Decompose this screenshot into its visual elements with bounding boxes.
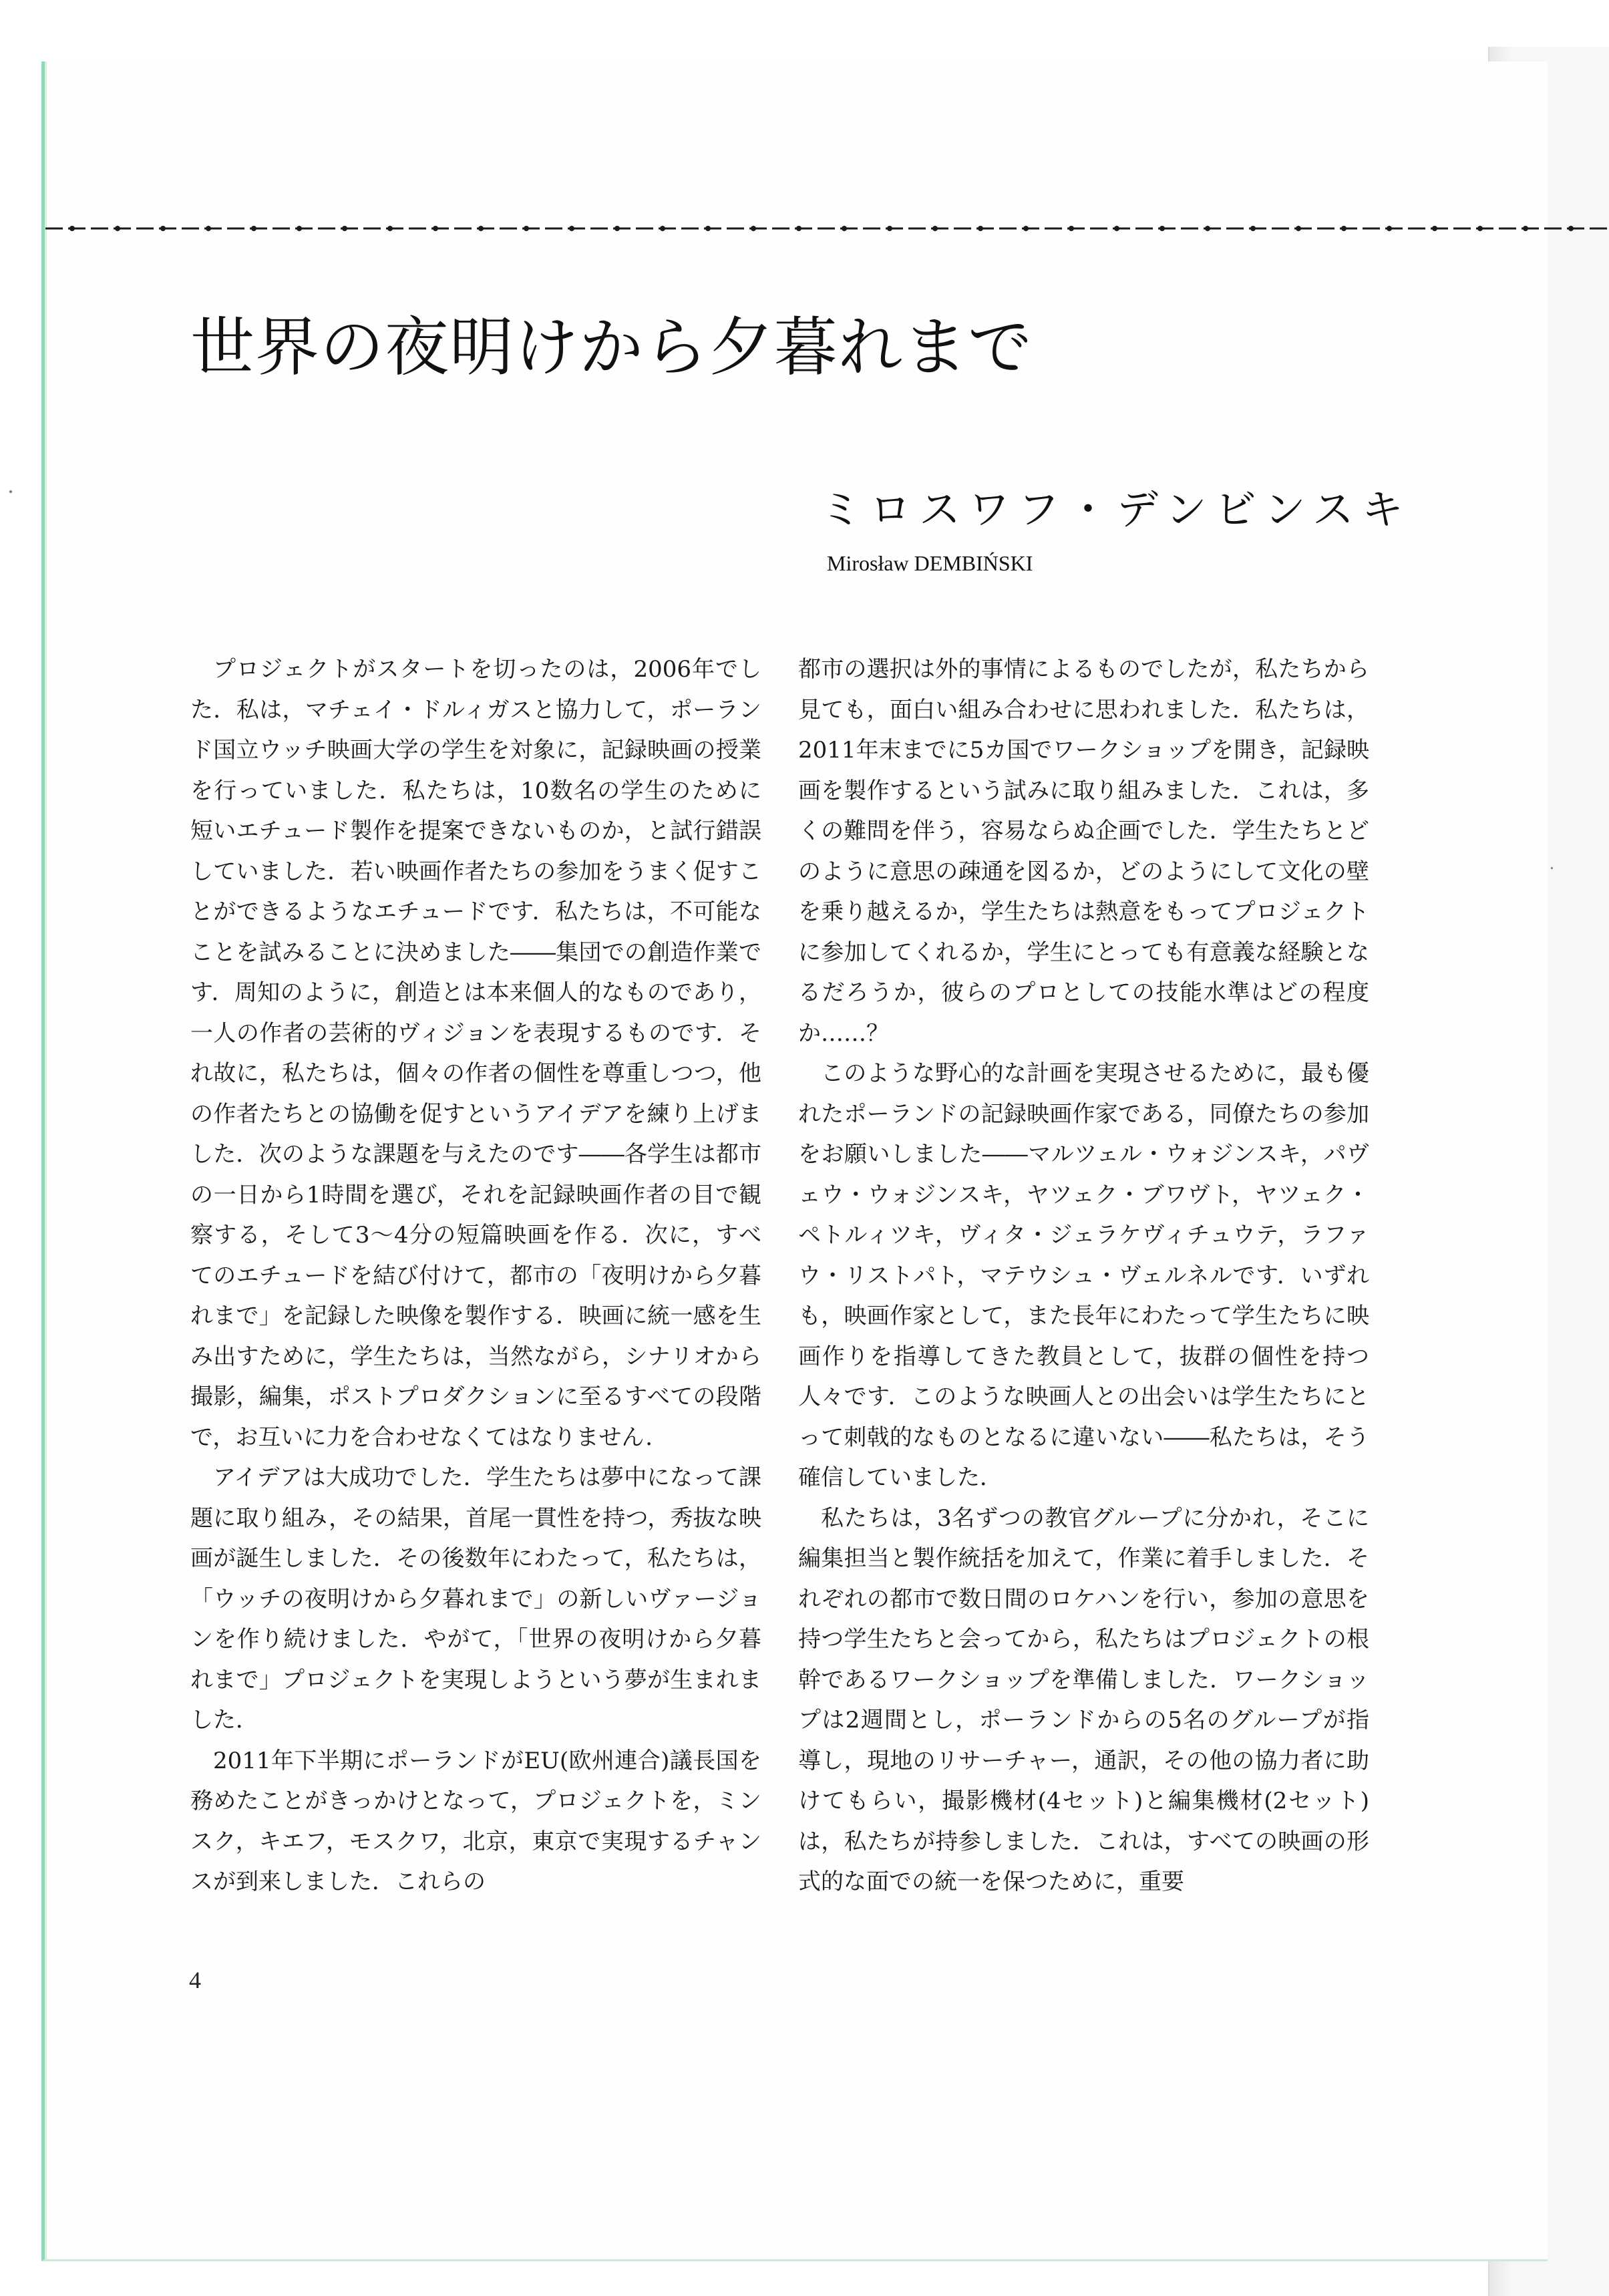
stitch-knot [206,226,211,231]
stitch-knot [1477,226,1483,231]
author-name-romanized: Mirosław DEMBIŃSKI [827,551,1033,575]
stitch-knot [433,226,438,231]
article-title: 世界の夜明けから夕暮れまで [190,310,1033,385]
stitch-knot [1250,226,1256,231]
stitch-knot [1432,226,1437,231]
stitch-knot [524,226,529,231]
page-number: 4 [189,1967,201,1993]
stitch-knot [251,226,256,231]
stitch-knot [1159,226,1165,231]
stitch-knot [978,226,983,231]
stitch-knot [660,226,665,231]
stitch-knot [842,226,847,231]
body-paragraph: このような野心的な計画を実現させるために，最も優れたポーランドの記録映画作家である，同僚たちの参加をお願いしました――マルツェル・ウォジンスキ，パヴェウ・ウォジンスキ，ヤツェク・ブワヴト，ヤツェク・ペトルィツキ，ヴィタ・ジェラケヴィチュウテ，ラファウ・リストパト，マテウシュ・ヴェルネルです．いずれも，映画作家として，また長年にわたって学生たちに映画作りを指導してきた教員として，抜群の個性を持つ人々です．このような映画人との出会いは学生たちにとって刺戟的なものとなるに違いない――私たちは，そう確信していました． [798,1060,1369,1491]
body-paragraph: プロジェクトがスタートを切ったのは，2006年でした．私は，マチェイ・ドルィガスと協力して，ポーランド国立ウッチ映画大学の学生を対象に，記録映画の授業を行っていました．私たちは，10数名の学生のために短いエチュード製作を提案できないものか，と試行錯誤していました．若い映画作者たちの参加をうまく促すことができるようなエチュードです．私たちは，不可能なことを試みることに決めました――集団での創造作業です．周知のように，創造とは本来個人的なものであり，一人の作者の芸術的ヴィジョンを表現するものです．それ故に，私たちは，個々の作者の個性を尊重しつつ，他の作者たちとの協働を促すというアイデアを練り上げました．次のような課題を与えたのです――各学生は都市の一日から1時間を選び，それを記録映画作者の目で観察する，そして3～4分の短篇映画を作る．次に，すべてのエチュードを結び付けて，都市の「夜明けから夕暮れまで」を記録した映像を製作する．映画に統一感を生み出すために，学生たちは，当然ながら，シナリオから撮影，編集，ポストプロダクションに至るすべての段階で，お互いに力を合わせなくてはなりません． [190,656,761,1451]
stitch-knot [297,226,302,231]
stitch-knot [1114,226,1119,231]
stitch-knot [115,226,120,231]
body-column-right [798,649,1369,1903]
scan-speck [1551,867,1553,869]
stitch-line-graphic [45,215,1609,242]
stitched-header-rule [45,215,1609,242]
stitch-knot [796,226,801,231]
body-column-left [190,649,761,1903]
author-name-japanese: ミロスワフ・デンビンスキ [820,485,1411,534]
stitch-knot [1387,226,1392,231]
stitch-knot [1069,226,1074,231]
body-paragraph: 私たちは，3名ずつの教官グループに分かれ，そこに編集担当と製作統括を加えて，作業に着手しました．それぞれの都市で数日間のロケハンを行い，参加の意思を持つ学生たちと会ってから，私たちはプロジェクトの根幹であるワークショップを準備しました．ワークショップは2週間とし，ポーランドからの5名のグループが指導し，現地のリサーチャー，通訳，その他の協力者に助けてもらい，撮影機材(4セット)と編集機材(2セット)は，私たちが持参しました．これは，すべての映画の形式的な面での統一を保つために，重要 [798,1504,1369,1895]
stitch-knot [1341,226,1347,231]
body-paragraph-continued: 都市の選択は外的事情によるものでしたが，私たちから見ても，面白い組み合わせに思われました．私たちは，2011年末までに5カ国でワークショップを開き，記録映画を製作するという試みに取り組みました．これは，多くの難問を伴う，容易ならぬ企画でした．学生たちとどのように意思の疎通を図るか，どのようにして文化の壁を乗り越えるか，学生たちは熱意をもってプロジェクトに参加してくれるか，学生にとっても有意義な経験となるだろうか，彼らのプロとしての技能水準はどの程度か……？ [798,656,1369,1047]
stitch-knot [387,226,393,231]
stitch-knot [1523,226,1528,231]
stitch-knot [160,226,166,231]
body-paragraph: アイデアは大成功でした．学生たちは夢中になって課題に取り組み，その結果，首尾一貫性を持つ，秀抜な映画が誕生しました．その後数年にわたって，私たちは，「ウッチの夜明けから夕暮れまで」の新しいヴァージョンを作り続けました．やがて，「世界の夜明けから夕暮れまで」プロジェクトを実現しようという夢が生まれました． [190,1464,761,1734]
stitch-knot [751,226,756,231]
stitch-knot [932,226,938,231]
stitch-knot [1568,226,1574,231]
stitch-knot [614,226,620,231]
stitch-knot [887,226,892,231]
stitch-knot [1205,226,1210,231]
stitch-knot [1023,226,1029,231]
scan-speck [9,490,12,493]
stitch-knot [705,226,711,231]
stitch-knot [478,226,484,231]
stitch-knot [69,226,75,231]
stitch-knot [342,226,347,231]
stitch-knot [1296,226,1301,231]
stitch-knot [569,226,574,231]
body-paragraph: 2011年下半期にポーランドがEU(欧州連合)議長国を務めたことがきっかけとなって，プロジェクトを，ミンスク，キエフ，モスクワ，北京，東京で実現するチャンスが到来しました．これらの [190,1747,761,1895]
